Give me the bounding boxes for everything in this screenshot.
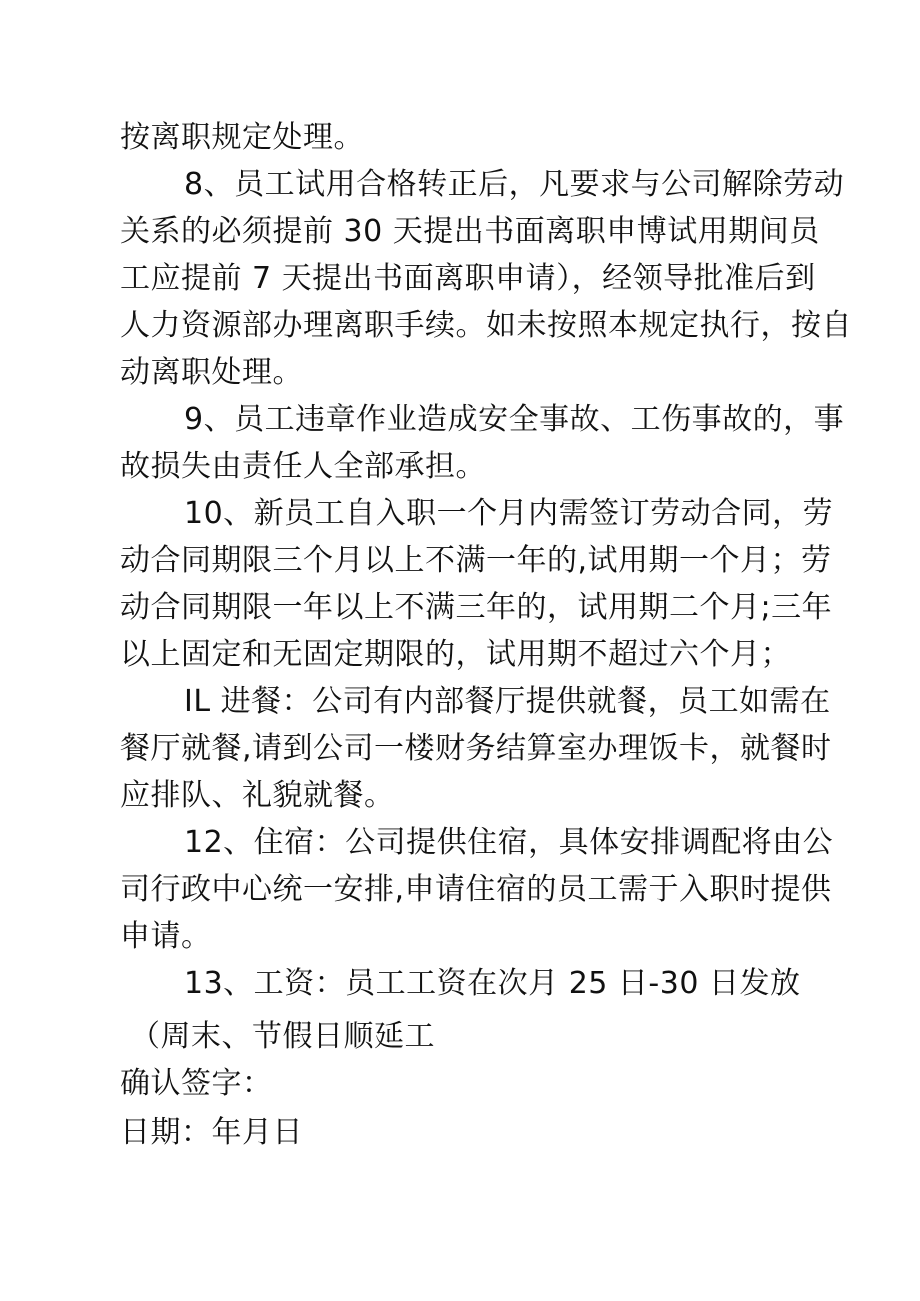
date-label: 日期：年月日 bbox=[120, 1115, 303, 1150]
text-line: 申请。 bbox=[120, 919, 212, 954]
text-line: 关系的必须提前 30 天提出书面离职申博试用期间员 bbox=[120, 214, 820, 249]
text-line: 应排队、礼貌就餐。 bbox=[120, 778, 395, 813]
text-line: 人力资源部办理离职手续。如未按照本规定执行，按自 bbox=[120, 308, 852, 343]
clause-8-line: 8、员工试用合格转正后，凡要求与公司解除劳动 bbox=[184, 167, 845, 202]
text-line: 工应提前 7 天提出书面离职申请），经领导批准后到 bbox=[120, 261, 816, 296]
text-line: 故损失由责任人全部承担。 bbox=[120, 449, 486, 484]
text-line: 以上固定和无固定期限的，试用期不超过六个月； bbox=[120, 637, 791, 672]
text-line: 动离职处理。 bbox=[120, 355, 303, 390]
clause-12-line: 12、住宿：公司提供住宿，具体安排调配将由公 bbox=[184, 825, 834, 860]
text-line: 餐厅就餐,请到公司一楼财务结算室办理饭卡，就餐时 bbox=[120, 731, 832, 766]
clause-11-line: IL 进餐：公司有内部餐厅提供就餐，员工如需在 bbox=[184, 684, 831, 719]
clause-13-line: 13、工资：员工工资在次月 25 日-30 日发放 bbox=[184, 966, 801, 1001]
text-line: （周末、节假日顺延工 bbox=[130, 1019, 435, 1054]
text-line: 动合同期限三个月以上不满一年的,试用期一个月；劳 bbox=[120, 543, 832, 578]
clause-10-line: 10、新员工自入职一个月内需签订劳动合同，劳 bbox=[184, 496, 834, 531]
clause-9-line: 9、员工违章作业造成安全事故、工伤事故的，事 bbox=[184, 402, 845, 437]
text-line: 按离职规定处理。 bbox=[120, 120, 364, 155]
signature-label: 确认签字： bbox=[120, 1066, 273, 1101]
text-line: 司行政中心统一安排,申请住宿的员工需于入职时提供 bbox=[120, 872, 832, 907]
text-line: 动合同期限一年以上不满三年的，试用期二个月;三年 bbox=[120, 590, 833, 625]
